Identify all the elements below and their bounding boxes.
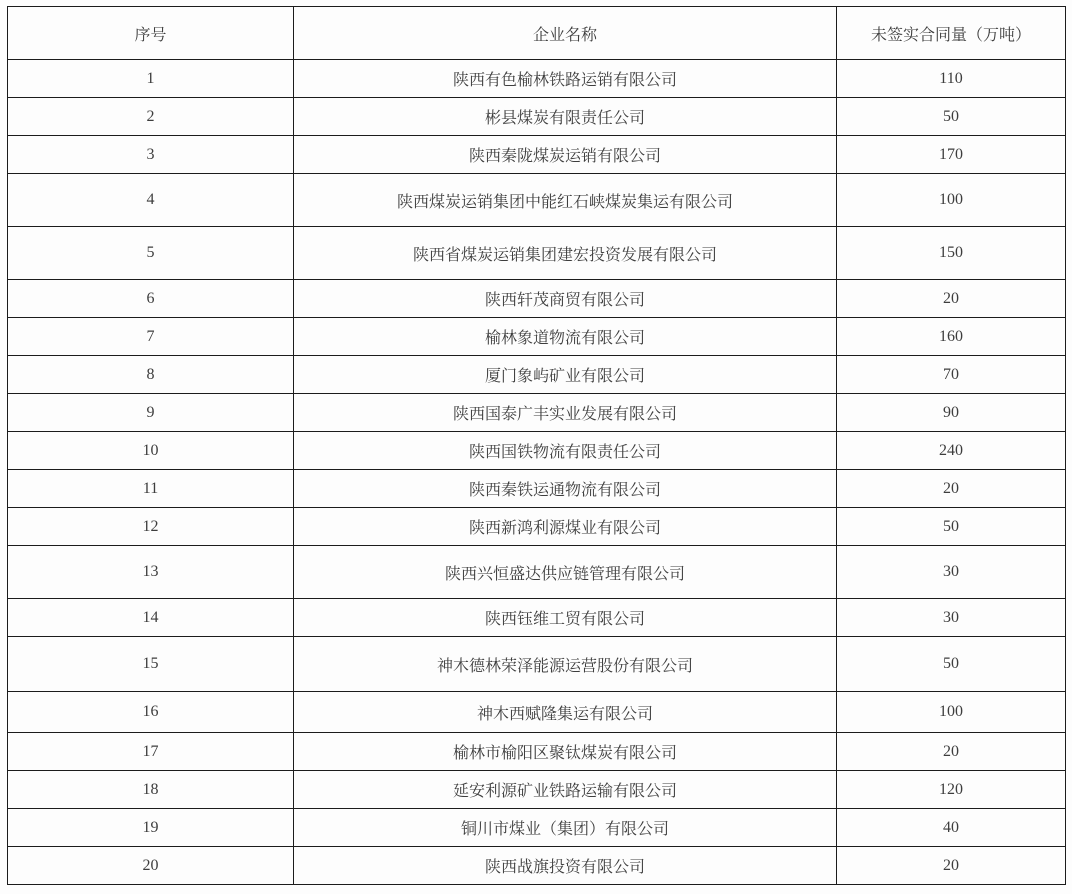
row-number-cell: 14 [8,599,294,637]
company-name-cell: 陕西战旗投资有限公司 [294,847,837,885]
table-row [8,98,1066,136]
company-name-cell: 陕西轩茂商贸有限公司 [294,280,837,318]
row-number-cell: 5 [8,227,294,280]
table-row [8,432,1066,470]
unsigned-amount-cell: 120 [837,771,1066,809]
row-number-cell: 19 [8,809,294,847]
unsigned-amount-cell: 170 [837,136,1066,174]
row-number-cell: 9 [8,394,294,432]
unsigned-amount-cell: 30 [837,599,1066,637]
row-number-cell: 12 [8,508,294,546]
table-row [8,508,1066,546]
unsigned-amount-cell: 90 [837,394,1066,432]
column-header-no: 序号 [8,7,294,60]
company-name-cell: 陕西秦陇煤炭运销有限公司 [294,136,837,174]
unsigned-contract-table [7,6,1066,885]
row-number-cell: 7 [8,318,294,356]
unsigned-amount-cell: 160 [837,318,1066,356]
company-name-cell: 陕西煤炭运销集团中能红石峡煤炭集运有限公司 [294,174,837,227]
company-name-cell: 陕西钰维工贸有限公司 [294,599,837,637]
row-number-cell: 10 [8,432,294,470]
company-name-cell: 陕西有色榆林铁路运销有限公司 [294,60,837,98]
company-name-cell: 榆林市榆阳区聚钛煤炭有限公司 [294,733,837,771]
table-body [8,60,1066,885]
unsigned-amount-cell: 110 [837,60,1066,98]
unsigned-amount-cell: 100 [837,174,1066,227]
table-row [8,394,1066,432]
unsigned-amount-cell: 150 [837,227,1066,280]
company-name-cell: 陕西国泰广丰实业发展有限公司 [294,394,837,432]
row-number-cell: 1 [8,60,294,98]
table-row [8,637,1066,692]
company-name-cell: 陕西秦铁运通物流有限公司 [294,470,837,508]
unsigned-amount-cell: 100 [837,692,1066,733]
row-number-cell: 2 [8,98,294,136]
row-number-cell: 15 [8,637,294,692]
column-header-unsigned-amount: 未签实合同量（万吨） [837,7,1066,60]
table-header-row [8,7,1066,60]
company-name-cell: 延安利源矿业铁路运输有限公司 [294,771,837,809]
table-row [8,599,1066,637]
company-name-cell: 陕西新鸿利源煤业有限公司 [294,508,837,546]
unsigned-amount-cell: 240 [837,432,1066,470]
row-number-cell: 17 [8,733,294,771]
row-number-cell: 18 [8,771,294,809]
table-row [8,174,1066,227]
company-name-cell: 陕西省煤炭运销集团建宏投资发展有限公司 [294,227,837,280]
row-number-cell: 20 [8,847,294,885]
table-row [8,692,1066,733]
company-name-cell: 陕西国铁物流有限责任公司 [294,432,837,470]
row-number-cell: 6 [8,280,294,318]
company-name-cell: 榆林象道物流有限公司 [294,318,837,356]
row-number-cell: 3 [8,136,294,174]
company-name-cell: 神木西赋隆集运有限公司 [294,692,837,733]
company-name-cell: 陕西兴恒盛达供应链管理有限公司 [294,546,837,599]
row-number-cell: 8 [8,356,294,394]
table-row [8,227,1066,280]
table-row [8,60,1066,98]
table-row [8,733,1066,771]
unsigned-amount-cell: 20 [837,280,1066,318]
company-name-cell: 神木德林荣泽能源运营股份有限公司 [294,637,837,692]
row-number-cell: 13 [8,546,294,599]
company-name-cell: 厦门象屿矿业有限公司 [294,356,837,394]
unsigned-amount-cell: 50 [837,508,1066,546]
table-row [8,318,1066,356]
table-row [8,470,1066,508]
unsigned-amount-cell: 30 [837,546,1066,599]
table-row [8,280,1066,318]
company-name-cell: 彬县煤炭有限责任公司 [294,98,837,136]
table-row [8,771,1066,809]
table-row [8,809,1066,847]
unsigned-amount-cell: 70 [837,356,1066,394]
table-row [8,847,1066,885]
column-header-company-name: 企业名称 [294,7,837,60]
row-number-cell: 11 [8,470,294,508]
table-row [8,136,1066,174]
unsigned-amount-cell: 50 [837,637,1066,692]
row-number-cell: 16 [8,692,294,733]
company-name-cell: 铜川市煤业（集团）有限公司 [294,809,837,847]
table-row [8,356,1066,394]
unsigned-amount-cell: 40 [837,809,1066,847]
unsigned-amount-cell: 20 [837,470,1066,508]
unsigned-amount-cell: 20 [837,733,1066,771]
unsigned-amount-cell: 50 [837,98,1066,136]
table-row [8,546,1066,599]
unsigned-amount-cell: 20 [837,847,1066,885]
row-number-cell: 4 [8,174,294,227]
